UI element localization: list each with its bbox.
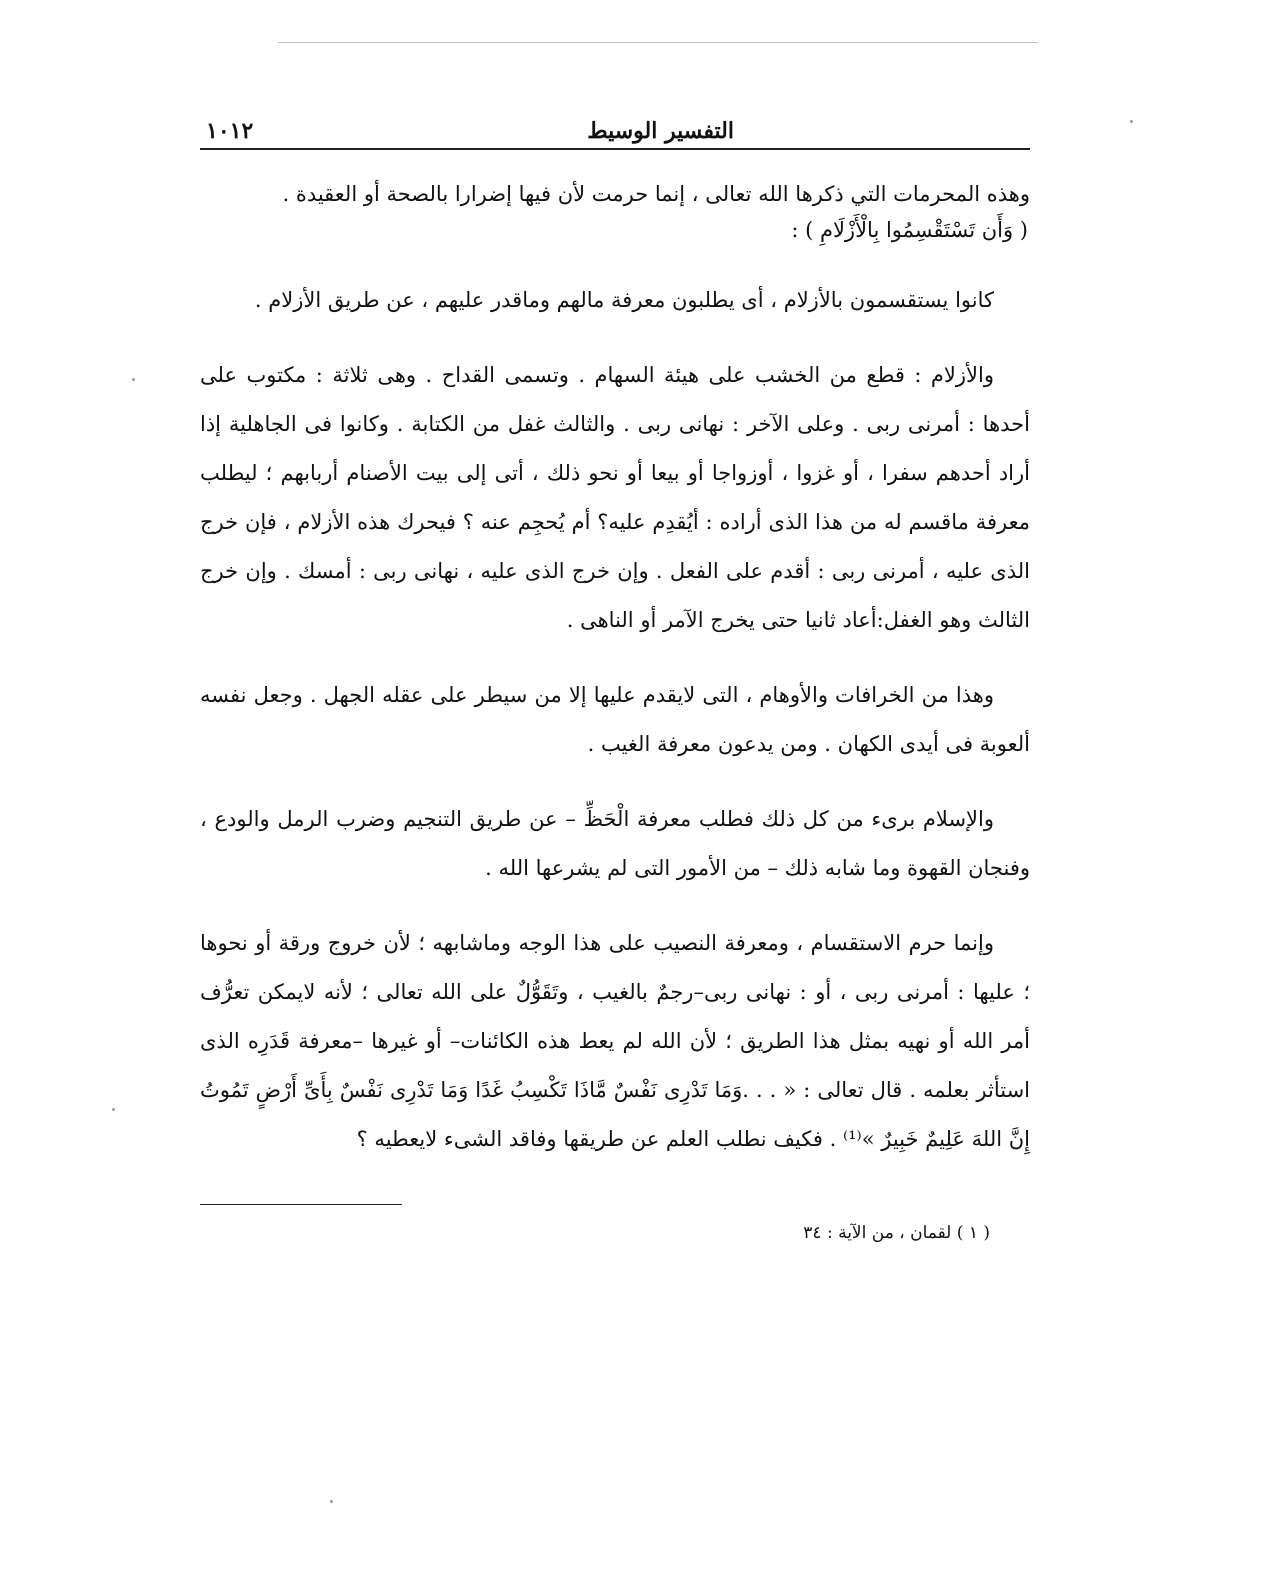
paragraph	[200, 671, 1030, 769]
scan-artifact-line	[278, 42, 1038, 43]
paragraph	[200, 919, 1030, 1164]
scan-speck	[330, 1500, 333, 1503]
page-header	[200, 108, 1030, 144]
book-page	[200, 108, 1030, 1243]
footnote: ( ١ ) لقمان ، من الآية : ٣٤	[803, 1223, 990, 1243]
page-number: ١٠١٢	[206, 118, 254, 144]
intro-line: وهذه المحرمات التي ذكرها الله تعالى ، إنما حرمت لأن فيها إضرارا بالصحة أو العقيدة .	[282, 182, 1030, 206]
paragraph-text: وهذا من الخرافات والأوهام ، التى لايقدم عليها إلا من سيطر على عقله الجهل . وجعل نفسه ألعوبة فى أيدى الكهان . ومن يدعون معرفة الغيب .	[200, 683, 1030, 756]
scan-speck	[112, 1108, 115, 1111]
scan-speck	[1130, 120, 1133, 123]
paragraph	[200, 795, 1030, 893]
paragraph	[200, 276, 1030, 325]
header-rule	[200, 148, 1030, 150]
paragraph	[200, 351, 1030, 645]
running-title: التفسير الوسيط	[587, 118, 734, 144]
paragraph-text: والإسلام برىء من كل ذلك فطلب معرفة الْحَظِّ – عن طريق التنجيم وضرب الرمل والودع ، وفنجان القهوة وما شابه ذلك – من الأمور التى لم يشرعها الله .	[200, 807, 1030, 880]
footnote-rule	[200, 1204, 402, 1205]
quran-heading: ( وَأَن تَسْتَقْسِمُوا بِالْأَزْلَامِ ) :	[791, 218, 1028, 242]
paragraph-text: والأزلام : قطع من الخشب على هيئة السهام . وتسمى القداح . وهى ثلاثة : مكتوب على أحدها : أمرنى ربى . وعلى الآخر : نهانى ربى . والثالث غفل من الكتابة . وكانوا فى الجاهلية إذا أراد أحدهم سفرا ، أو غزوا ، أوزواجا أو بيعا أو نحو ذلك ، أتى إلى بيت الأصنام أربابهم ؛ ليطلب معرفة ماقسم له من هذا الذى أراده : أيُقدِم عليه؟ أم يُحجِم عنه ؟ فيحرك هذه الأزلام ، فإن خرج الذى عليه ، أمرنى ربى : أقدم على الفعل . وإن خرج الذى عليه ، نهانى ربى : أمسك . وإن خرج الثالث وهو الغفل:أعاد ثانيا حتى يخرج الآمر أو الناهى .	[200, 363, 1030, 632]
scan-speck	[132, 378, 135, 381]
paragraph-text: وإنما حرم الاستقسام ، ومعرفة النصيب على هذا الوجه وماشابهه ؛ لأن خروج ورقة أو نحوها ؛ عليها : أمرنى ربى ، أو : نهانى ربى–رجمٌ بالغيب ، وتَقَوُّلٌ على الله تعالى ؛ لأنه لايمكن تعرُّف أمر الله أو نهيه بمثل هذا الطريق ؛ لأن الله لم يعط هذه الكائنات– أو غيرها –معرفة قَدَرِه الذى استأثر بعلمه . قال تعالى : « . . .وَمَا تَدْرِى نَفْسٌ مَّاذَا تَكْسِبُ غَدًا وَمَا تَدْرِى نَفْسٌ بِأَىِّ أَرْضٍ تَمُوتُ إِنَّ اللهَ عَلِيمٌ خَبِيرٌ »⁽¹⁾ . فكيف نطلب العلم عن طريقها وفاقد الشىء لايعطيه ؟	[200, 931, 1030, 1151]
paragraph-text: كانوا يستقسمون بالأزلام ، أى يطلبون معرفة مالهم وماقدر عليهم ، عن طريق الأزلام .	[254, 288, 994, 312]
